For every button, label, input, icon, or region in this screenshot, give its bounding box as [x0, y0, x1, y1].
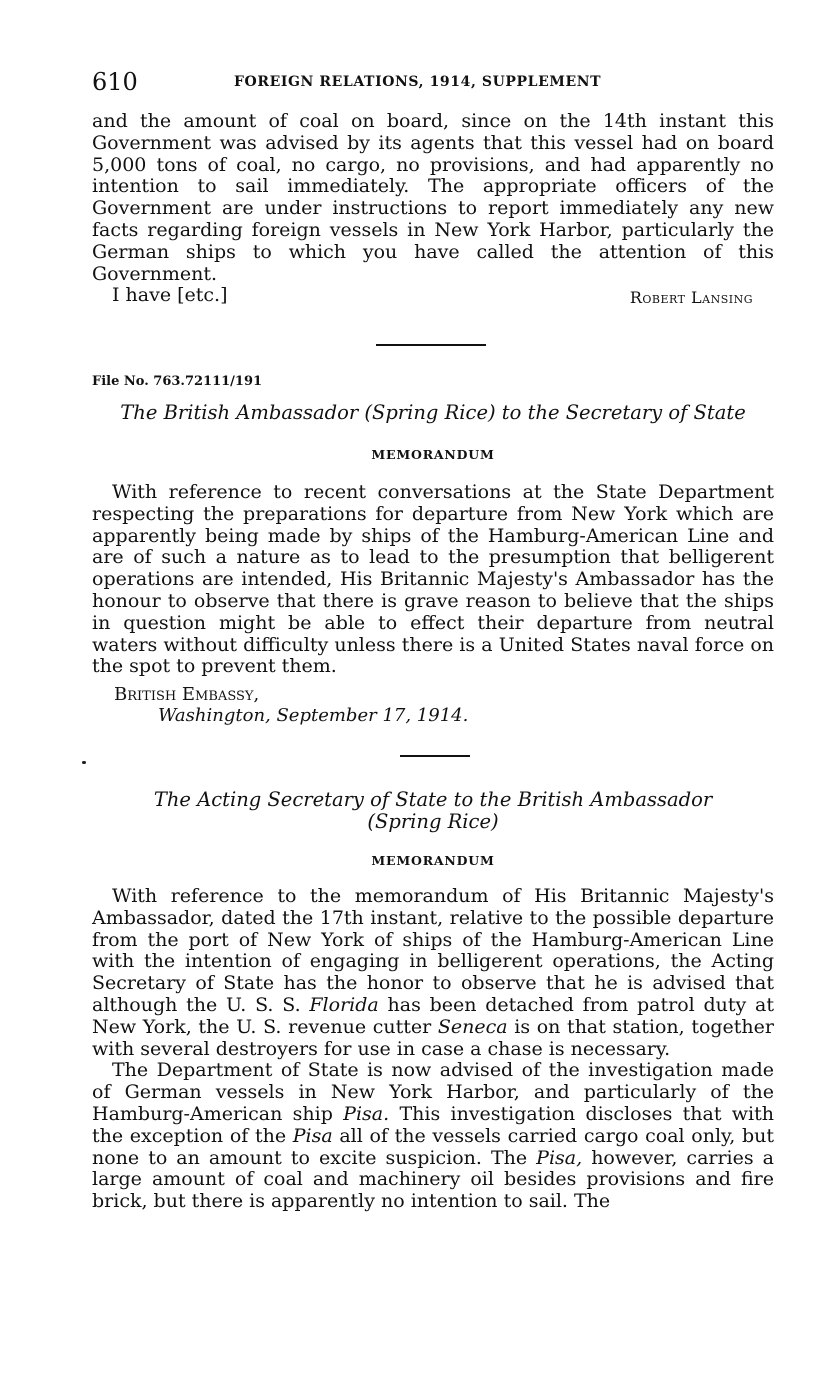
heading-line-1: The Acting Secretary of State to the British Ambassador — [153, 788, 713, 811]
text-segment: all of the vessels carried cargo coal only, but none to an amount to excite suspicion. The — [92, 1124, 774, 1169]
memorandum-label: MEMORANDUM — [371, 447, 495, 462]
page-header — [92, 68, 778, 98]
running-head: FOREIGN RELATIONS, 1914, SUPPLEMENT — [234, 74, 602, 90]
ship-name-pisa: Pisa, — [536, 1146, 583, 1169]
ship-name-pisa: Pisa. — [343, 1102, 390, 1125]
file-number: File No. 763.72111/191 — [92, 374, 263, 389]
ship-name-pisa: Pisa — [292, 1124, 333, 1147]
memorandum-heading-acting-secretary — [92, 789, 774, 833]
memorandum-paragraph-1 — [92, 886, 774, 1060]
text-segment: The Department of State is now advised of the investigation made of German vessels in New York Harbor, and particularly of the Hamburg-American ship — [92, 1059, 774, 1125]
text-segment: has been detached from patrol duty at New York, the U. S. revenue cutter — [92, 993, 774, 1038]
letter-closing: I have [etc.] — [112, 284, 228, 307]
signature-lansing: Robert Lansing — [629, 288, 753, 307]
memorandum-label-2: MEMORANDUM — [371, 853, 495, 868]
place-date: Washington, September 17, 1914. — [158, 705, 469, 726]
continued-paragraph: and the amount of coal on board, since on the 14th instant this Government was advised by its agents that this vessel had on board 5,000 tons of coal, no cargo, no provisions, and had apparently no intention to sail immediately. The appropriate officers of the Government are under instructions to report immediately any new facts regarding foreign vessels in New York Harbor, particularly the German ships to which you have called the attention of this Government. — [92, 110, 774, 285]
british-memorandum-paragraph: With reference to recent conversations at the State Department respecting the preparations for departure from New York which are apparently being made by ships of the Hamburg-American Line and are of such a nature as to lead to the presumption that belligerent operations are intended, His Britannic Majesty's Ambassador has the honour to observe that there is grave reason to believe that the ships in question might be able to effect their departure from neutral waters without difficulty unless there is a United States naval force on the spot to prevent them. — [92, 481, 774, 678]
continued-letter-body — [92, 111, 774, 307]
british-memorandum-body — [92, 482, 774, 678]
ship-name-florida: Florida — [309, 993, 379, 1016]
ship-name-seneca: Seneca — [437, 1015, 508, 1038]
text-segment: is on that station, together with several destroyers for use in case a chase is necessary. — [92, 1015, 774, 1060]
embassy-line: British Embassy, — [114, 684, 260, 705]
section-divider — [376, 344, 486, 346]
print-speck — [82, 761, 86, 764]
text-segment: With reference to the memorandum of His Britannic Majesty's Ambassador, dated the 17th instant, relative to the possible departure from the port of New York of ships of the Hamburg-American Line with the intention of engaging in belligerent operations, the Acting Secretary of State has the honor to observe that he is advised that although the U. S. S. — [92, 885, 774, 1016]
text-segment: This investigation discloses that with the exception of the — [92, 1102, 774, 1147]
text-segment: however, carries a large amount of coal and machinery oil besides provisions and fire brick, but there is apparently no intention to sail. The — [92, 1146, 774, 1213]
page-number: 610 — [92, 68, 138, 96]
memorandum-paragraph-2 — [92, 1060, 774, 1213]
memorandum-heading-british: The British Ambassador (Spring Rice) to the Secretary of State — [120, 401, 746, 424]
heading-line-2: (Spring Rice) — [367, 810, 499, 833]
section-divider-2 — [400, 755, 470, 757]
acting-secretary-memorandum-body — [92, 886, 774, 1213]
